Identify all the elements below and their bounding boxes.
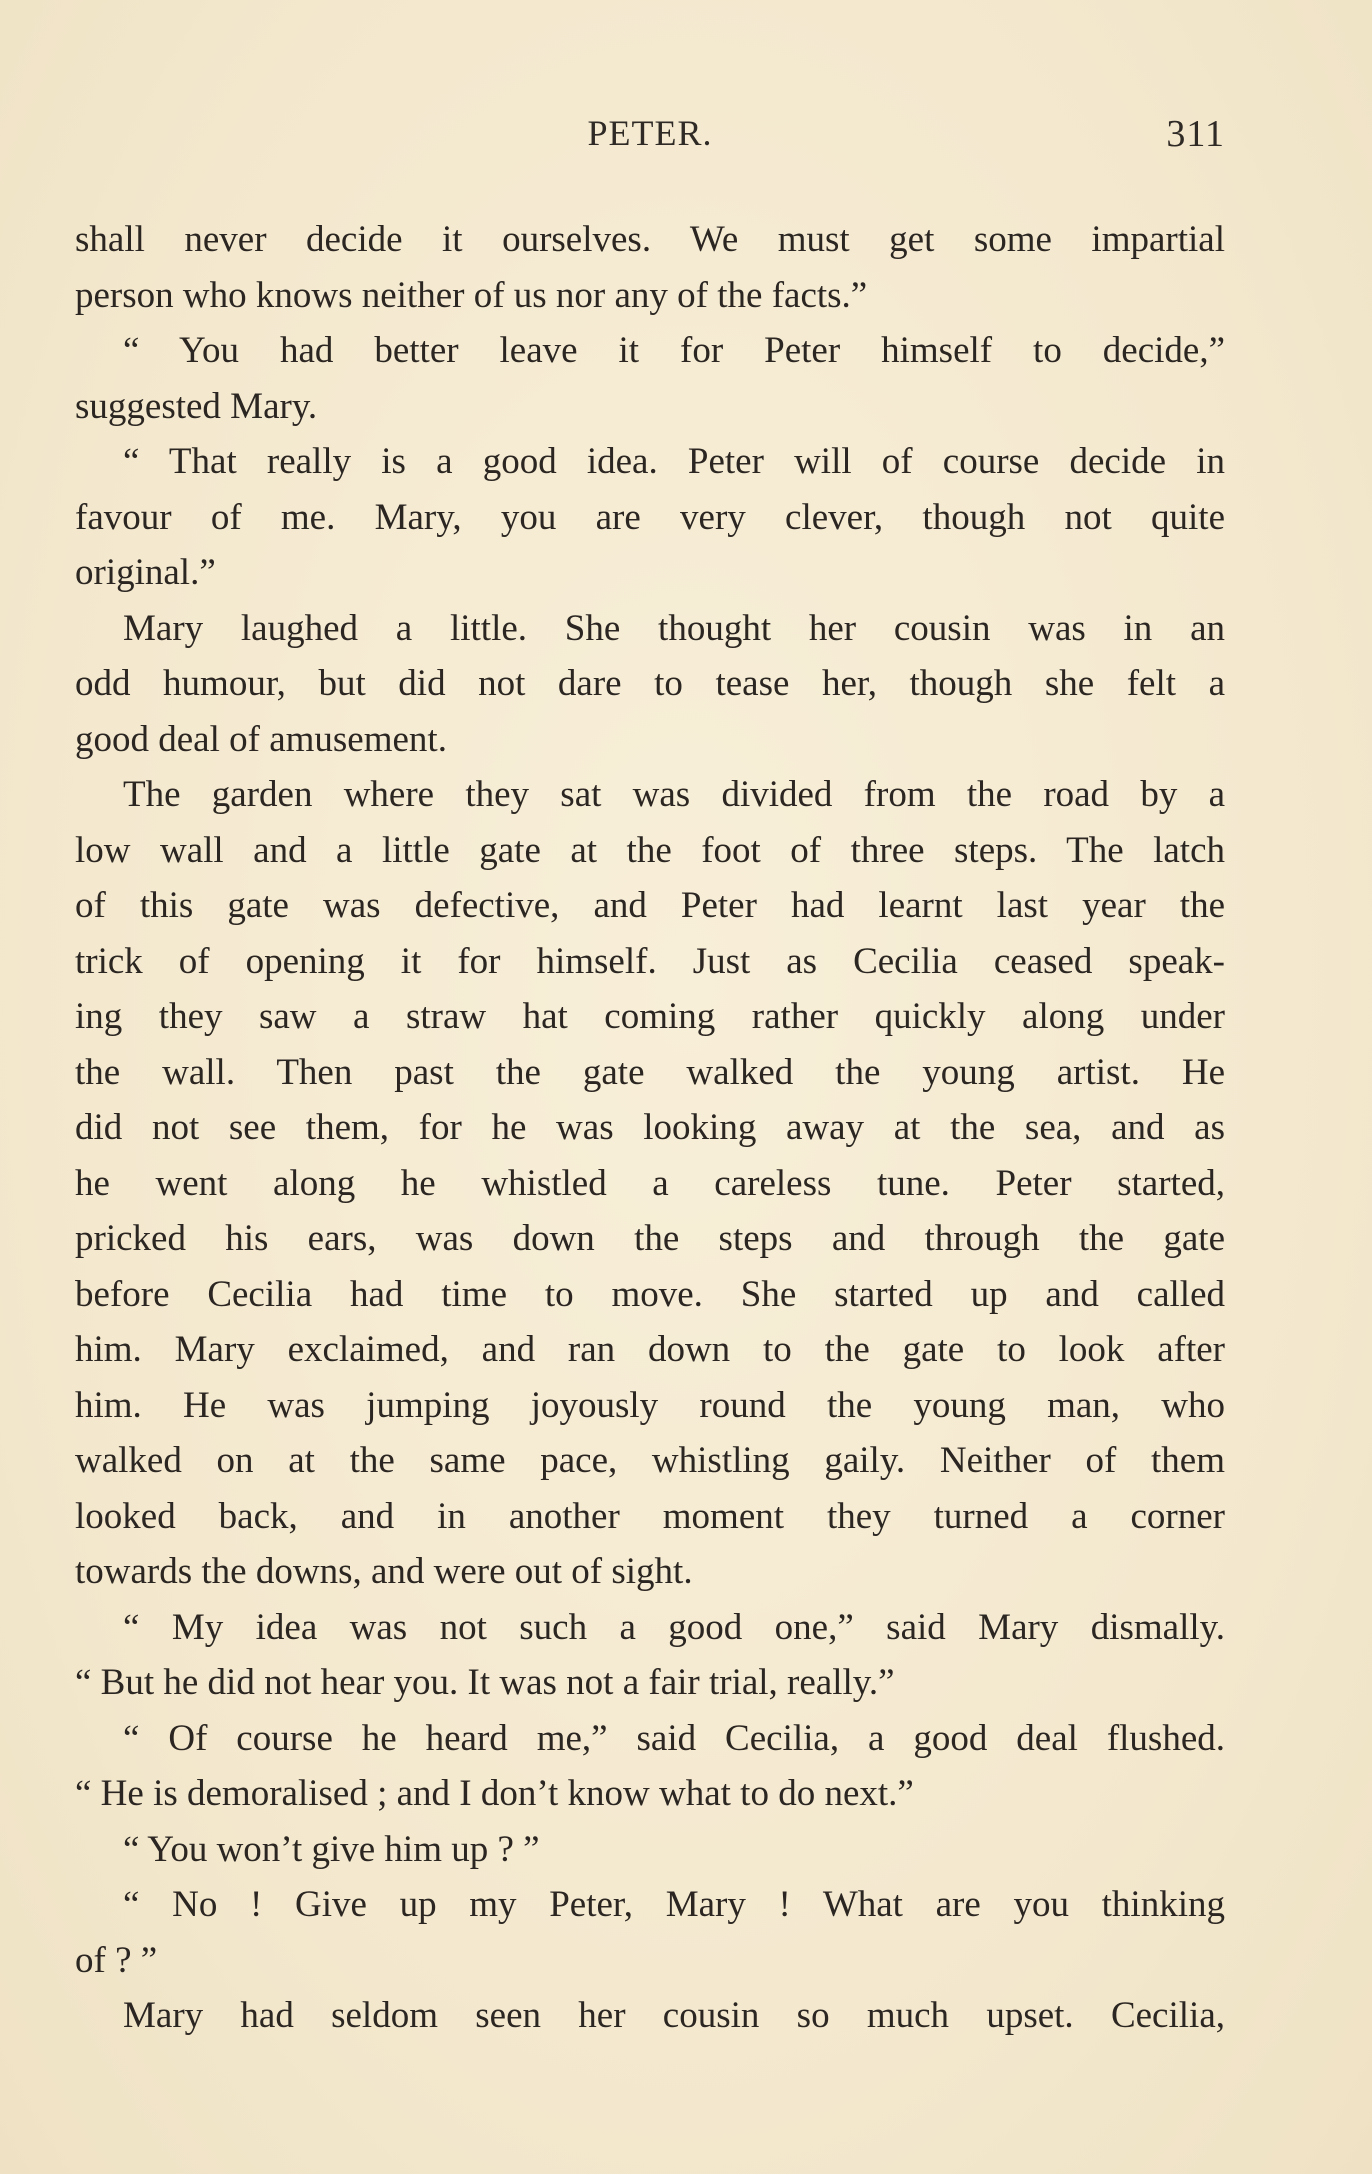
text-line: favour of me. Mary, you are very clever, though not quite — [75, 496, 1225, 538]
running-head — [75, 112, 1225, 162]
text-line: person who knows neither of us nor any of the facts.” — [75, 274, 868, 316]
text-line: of ? ” — [75, 1939, 158, 1981]
text-line: did not see them, for he was looking away at the sea, and as — [75, 1107, 1225, 1148]
text-line: suggested Mary. — [75, 385, 318, 427]
text-line: pricked his ears, was down the steps and through the gate — [75, 1218, 1225, 1259]
text-line: good deal of amusement. — [75, 718, 447, 760]
page-number: 311 — [1166, 113, 1225, 155]
text-line: him. He was jumping joyously round the young man, who — [75, 1384, 1225, 1426]
text-line: him. Mary exclaimed, and ran down to the gate to look after — [75, 1329, 1225, 1370]
text-line: towards the downs, and were out of sight. — [75, 1551, 693, 1592]
text-line: “ That really is a good idea. Peter will of course decide in — [123, 441, 1225, 482]
text-line: “ Of course he heard me,” said Cecilia, a good deal flushed. — [123, 1717, 1225, 1759]
text-line: “ He is demoralised ; and I don’t know what to do next.” — [75, 1773, 914, 1814]
text-line: trick of opening it for himself. Just as Cecilia ceased speak- — [75, 940, 1225, 982]
running-title: PETER. — [587, 113, 713, 153]
text-line: of this gate was defective, and Peter had learnt last year the — [75, 885, 1225, 926]
text-line: ing they saw a straw hat coming rather quickly along under — [75, 996, 1225, 1037]
text-line: “ You won’t give him up ? ” — [123, 1828, 540, 1870]
text-line: walked on at the same pace, whistling gaily. Neither of them — [75, 1440, 1225, 1481]
text-line: shall never decide it ourselves. We must get some impartial — [75, 219, 1225, 260]
text-line: Mary laughed a little. She thought her cousin was in an — [123, 607, 1225, 649]
text-line: the wall. Then past the gate walked the young artist. He — [75, 1051, 1225, 1093]
text-line: Mary had seldom seen her cousin so much upset. Cecilia, — [123, 1995, 1225, 2036]
text-line: he went along he whistled a careless tune. Peter started, — [75, 1162, 1225, 1204]
text-line: “ You had better leave it for Peter himself to decide,” — [123, 330, 1225, 371]
text-line: low wall and a little gate at the foot of three steps. The latch — [75, 829, 1225, 871]
text-line: “ My idea was not such a good one,” said Mary dismally. — [123, 1606, 1225, 1648]
text-line: original.” — [75, 552, 216, 593]
body-text — [75, 212, 1225, 2044]
text-line: before Cecilia had time to move. She started up and called — [75, 1273, 1225, 1315]
text-line: odd humour, but did not dare to tease her, though she felt a — [75, 663, 1225, 704]
text-line: The garden where they sat was divided from the road by a — [123, 774, 1225, 815]
text-line: “ But he did not hear you. It was not a fair trial, really.” — [75, 1662, 895, 1703]
text-line: “ No ! Give up my Peter, Mary ! What are you thinking — [123, 1884, 1225, 1925]
text-line: looked back, and in another moment they turned a corner — [75, 1495, 1225, 1537]
